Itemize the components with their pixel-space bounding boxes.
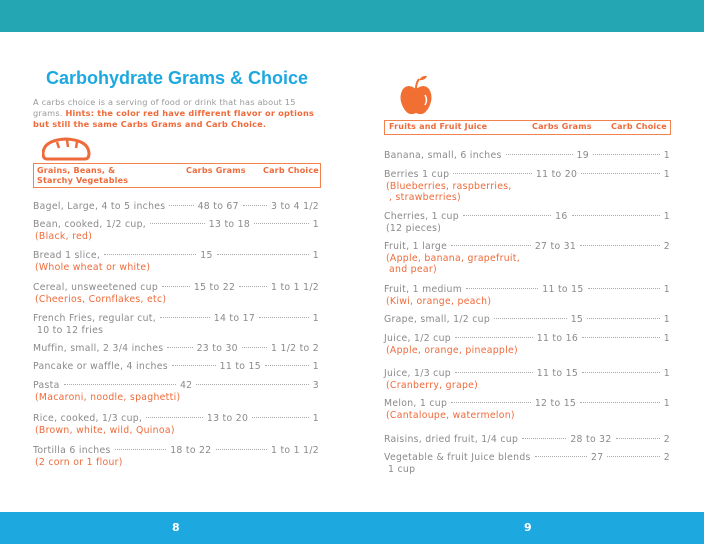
- table-row: [33, 361, 319, 372]
- carb-choice: 1: [663, 169, 671, 180]
- dot-leader: [254, 223, 309, 224]
- food-name: Pasta: [33, 380, 60, 391]
- dot-leader: [146, 417, 203, 418]
- dot-leader: [581, 173, 660, 174]
- carb-choice: 1: [663, 398, 671, 409]
- food-name: Muffin, small, 2 3/4 inches: [33, 343, 164, 354]
- variety-note: (Macaroni, noodle, spaghetti): [35, 392, 181, 403]
- dot-leader: [607, 456, 659, 457]
- carbs-grams: 13 to 20: [206, 413, 249, 424]
- table-row: [384, 211, 670, 222]
- carbs-grams: 15: [570, 314, 584, 325]
- table-row: [33, 219, 319, 230]
- carb-choice: 2: [663, 434, 671, 445]
- table-row: [384, 150, 670, 161]
- dot-leader: [252, 417, 309, 418]
- dot-leader: [150, 223, 205, 224]
- top-bar: [0, 0, 704, 32]
- dot-leader: [196, 384, 308, 385]
- carbs-grams: 23 to 30: [196, 343, 238, 354]
- dot-leader: [239, 286, 267, 287]
- carbs-grams: 13 to 18: [208, 219, 251, 230]
- carb-choice: 1: [312, 313, 320, 324]
- variety-note: (Cranberry, grape): [386, 380, 479, 391]
- table-row: [33, 445, 319, 456]
- carbs-grams: 11 to 20: [535, 169, 578, 180]
- table-row: [33, 282, 319, 293]
- table-row: [384, 434, 670, 445]
- carbs-grams: 11 to 15: [219, 361, 261, 372]
- table-row: [33, 343, 319, 354]
- table-row: [384, 314, 670, 325]
- carbs-grams: 18 to 22: [170, 445, 212, 456]
- variety-note-2: , strawberries): [389, 192, 461, 203]
- dot-leader: [265, 365, 309, 366]
- food-name: Cherries, 1 cup: [384, 211, 459, 222]
- category-label: Grains, Beans, &: [37, 166, 116, 175]
- food-name: Vegetable & fruit Juice blends: [384, 452, 531, 463]
- dot-leader: [172, 365, 216, 366]
- carbs-grams: 15 to 22: [193, 282, 236, 293]
- grains-table-header: [33, 163, 321, 188]
- carb-choice: 1 1/2 to 2: [271, 343, 320, 354]
- food-name: Cereal, unsweetened cup: [33, 282, 159, 293]
- table-row: [33, 201, 319, 212]
- dot-leader: [466, 288, 538, 289]
- dot-leader: [217, 254, 309, 255]
- dot-leader: [64, 384, 176, 385]
- dot-leader: [162, 286, 190, 287]
- carb-choice: 1: [663, 150, 670, 161]
- intro-sentence: A carbs choice is a serving of food or drink that has about 15 grams.: [33, 97, 296, 118]
- variety-note-2: and pear): [389, 264, 437, 275]
- dot-leader: [522, 438, 566, 439]
- carb-choice: 1: [312, 361, 320, 372]
- intro-text: [33, 97, 323, 130]
- dot-leader: [451, 402, 531, 403]
- page-number-left: 8: [172, 521, 180, 534]
- dot-leader: [160, 317, 210, 318]
- carbs-grams: 11 to 15: [542, 284, 584, 295]
- carb-choice-header: Carb Choice: [611, 122, 667, 131]
- carbs-grams: 11 to 16: [536, 333, 579, 344]
- dot-leader: [455, 337, 533, 338]
- table-row: [384, 241, 670, 252]
- carbs-grams: 28 to 32: [570, 434, 612, 445]
- carb-choice: 1: [663, 368, 671, 379]
- table-row: [384, 452, 670, 463]
- dot-leader: [582, 337, 660, 338]
- carb-choice: 1 to 1 1/2: [271, 445, 320, 456]
- carbs-grams: 11 to 15: [536, 368, 579, 379]
- dot-leader: [587, 318, 660, 319]
- variety-note: (Kiwi, orange, peach): [386, 296, 492, 307]
- variety-note: (Black, red): [35, 231, 93, 242]
- food-name: Bread 1 slice,: [33, 250, 101, 261]
- dot-leader: [494, 318, 567, 319]
- food-name: Rice, cooked, 1/3 cup,: [33, 413, 143, 424]
- carb-choice: 1: [312, 219, 320, 230]
- food-name: Banana, small, 6 inches: [384, 150, 502, 161]
- dot-leader: [580, 245, 660, 246]
- hint-text: Hints: the color red have different flavor or options but still the same Carbs Grams and Carb Choice.: [33, 108, 315, 129]
- table-row: [384, 284, 670, 295]
- dot-leader: [115, 449, 167, 450]
- dot-leader: [506, 154, 573, 155]
- food-name: Pancake or waffle, 4 inches: [33, 361, 168, 372]
- variety-note: (Cheerios, Cornflakes, etc): [35, 294, 167, 305]
- food-name: Fruit, 1 large: [384, 241, 448, 252]
- dot-leader: [616, 438, 660, 439]
- bread-icon: [42, 137, 92, 162]
- dot-leader: [588, 288, 660, 289]
- carb-choice: 1: [663, 284, 671, 295]
- table-row: [384, 368, 670, 379]
- carbs-grams: 12 to 15: [534, 398, 577, 409]
- food-name: Juice, 1/3 cup: [384, 368, 451, 379]
- food-name: Fruit, 1 medium: [384, 284, 463, 295]
- table-row: [33, 413, 319, 424]
- dot-leader: [259, 317, 309, 318]
- carbs-grams: 14 to 17: [213, 313, 256, 324]
- carbs-grams: 27 to 31: [534, 241, 577, 252]
- variety-note: (Brown, white, wild, Quinoa): [35, 425, 175, 436]
- apple-icon: [398, 75, 434, 117]
- carbs-grams: 48 to 67: [197, 201, 239, 212]
- table-row: [384, 169, 670, 180]
- carbs-grams: 19: [576, 150, 589, 161]
- carb-choice: 3 to 4 1/2: [271, 201, 319, 212]
- table-row: [33, 313, 319, 324]
- carb-choice: 1: [312, 250, 320, 261]
- carb-choice-header: Carb Choice: [263, 166, 319, 175]
- variety-note: (Whole wheat or white): [35, 262, 151, 273]
- serving-detail: 1 cup: [388, 464, 416, 475]
- carb-choice: 3: [312, 380, 320, 391]
- food-name: Grape, small, 1/2 cup: [384, 314, 491, 325]
- dot-leader: [582, 372, 660, 373]
- carb-choice: 1: [312, 413, 320, 424]
- dot-leader: [167, 347, 192, 348]
- food-name: Raisins, dried fruit, 1/4 cup: [384, 434, 519, 445]
- food-name: French Fries, regular cut,: [33, 313, 157, 324]
- category-label-2: Starchy Vegetables: [37, 176, 129, 185]
- carbs-grams-header: Carbs Grams: [186, 166, 246, 175]
- carbs-grams: 16: [555, 211, 568, 222]
- carbs-grams: 42: [179, 380, 193, 391]
- dot-leader: [455, 372, 533, 373]
- dot-leader: [593, 154, 660, 155]
- dot-leader: [216, 449, 268, 450]
- carb-choice: 2: [663, 452, 671, 463]
- dot-leader: [463, 215, 551, 216]
- food-name: Melon, 1 cup: [384, 398, 448, 409]
- variety-note: (2 corn or 1 flour): [35, 457, 123, 468]
- food-name: Bagel, Large, 4 to 5 inches: [33, 201, 166, 212]
- food-name: Berries 1 cup: [384, 169, 450, 180]
- dot-leader: [453, 173, 532, 174]
- carb-choice: 1: [663, 333, 671, 344]
- carb-choice: 1: [663, 314, 670, 325]
- page-number-right: 9: [524, 521, 532, 534]
- serving-detail: 10 to 12 fries: [37, 325, 104, 336]
- table-row: [33, 380, 319, 391]
- variety-note: (Cantaloupe, watermelon): [386, 410, 515, 421]
- bottom-bar: [0, 512, 704, 544]
- variety-note: (Apple, banana, grapefruit,: [386, 253, 521, 264]
- table-row: [384, 333, 670, 344]
- dot-leader: [243, 205, 267, 206]
- food-name: Bean, cooked, 1/2 cup,: [33, 219, 147, 230]
- food-name: Tortilla 6 inches: [33, 445, 111, 456]
- dot-leader: [451, 245, 531, 246]
- dot-leader: [169, 205, 193, 206]
- dot-leader: [104, 254, 196, 255]
- carb-choice: 1 to 1 1/2: [271, 282, 319, 293]
- page-title: Carbohydrate Grams & Choice: [46, 68, 309, 88]
- dot-leader: [580, 402, 660, 403]
- fruits-table-header: [384, 120, 671, 135]
- carbs-grams: 27: [591, 452, 604, 463]
- carb-choice: 1: [663, 211, 671, 222]
- carbs-grams-header: Carbs Grams: [532, 122, 592, 131]
- carb-choice: 2: [663, 241, 670, 252]
- category-label: Fruits and Fruit Juice: [389, 122, 488, 131]
- dot-leader: [572, 215, 660, 216]
- dot-leader: [242, 347, 267, 348]
- variety-note: (Apple, orange, pineapple): [386, 345, 518, 356]
- dot-leader: [535, 456, 587, 457]
- table-row: [384, 398, 670, 409]
- serving-detail: (12 pieces): [386, 223, 442, 234]
- variety-note: (Blueberries, raspberries,: [386, 181, 512, 192]
- food-name: Juice, 1/2 cup: [384, 333, 451, 344]
- carbs-grams: 15: [200, 250, 213, 261]
- table-row: [33, 250, 319, 261]
